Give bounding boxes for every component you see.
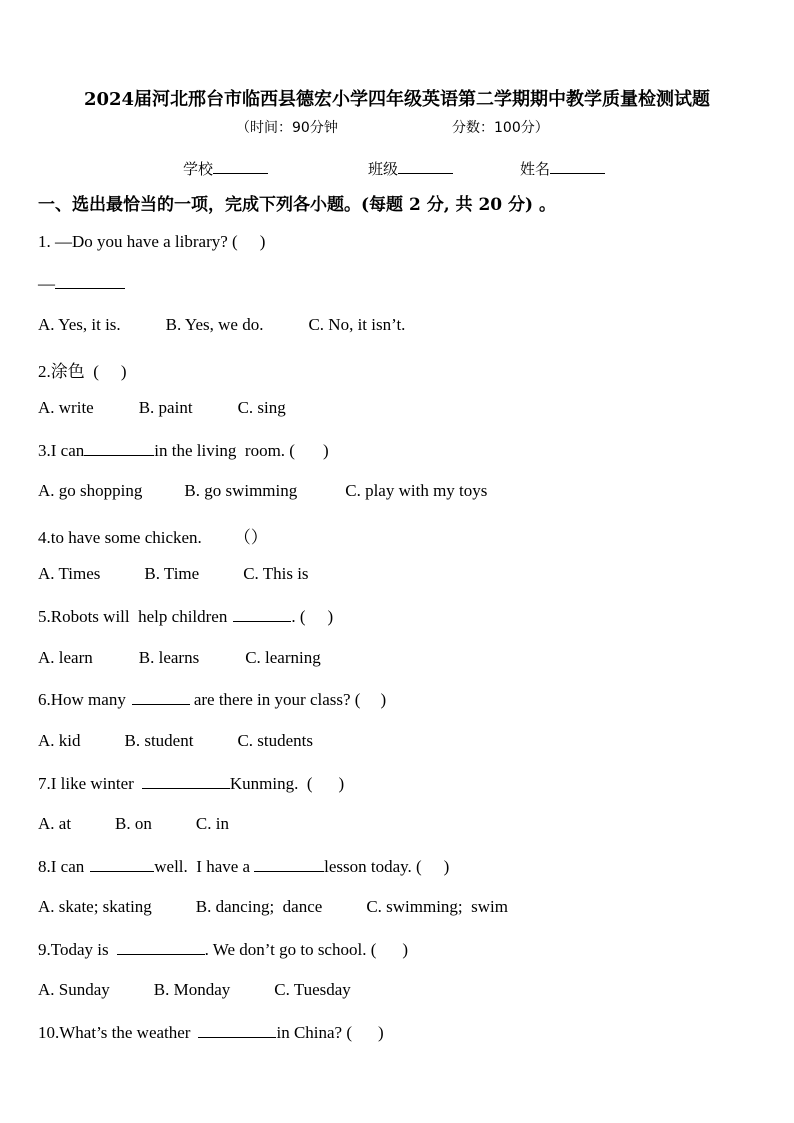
question-5-stem-end: . (: [291, 607, 306, 626]
question-3-stem: 3.I can: [38, 441, 85, 460]
question-2-close: ): [120, 362, 127, 381]
question-3-stem-end: in the living room. (: [154, 441, 295, 460]
question-9-close: ): [402, 940, 409, 959]
option-b[interactable]: B. dancing; dance: [195, 897, 323, 916]
class-label: 班级: [368, 160, 399, 178]
option-c[interactable]: C. This is: [243, 564, 309, 583]
class-blank[interactable]: [398, 159, 453, 174]
answer-blank[interactable]: [55, 273, 125, 289]
option-c[interactable]: C. play with my toys: [345, 481, 488, 500]
option-b[interactable]: B. Monday: [153, 980, 231, 999]
question-6-options: [38, 731, 313, 751]
question-10: [38, 1022, 384, 1043]
question-1-close: ): [259, 232, 266, 251]
option-a[interactable]: A. skate; skating: [38, 897, 152, 916]
question-5-close: ): [327, 607, 334, 626]
answer-blank[interactable]: [117, 939, 205, 955]
option-c[interactable]: C. swimming; swim: [366, 897, 508, 916]
question-1-answer-line: [38, 273, 125, 294]
question-7-stem: 7.I like winter: [38, 774, 134, 793]
question-1: [38, 232, 265, 252]
option-a[interactable]: A. learn: [38, 648, 93, 667]
name-field: [520, 158, 605, 179]
question-2-options: [38, 398, 286, 418]
question-8-stem: 8.I can: [38, 857, 85, 876]
question-8-stem-end: lesson today. (: [324, 857, 422, 876]
name-blank[interactable]: [550, 159, 605, 174]
question-1-options: [38, 315, 405, 335]
question-7-close: ): [338, 774, 345, 793]
school-blank[interactable]: [213, 159, 268, 174]
question-5: [38, 606, 333, 627]
option-b[interactable]: B. Time: [144, 564, 200, 583]
option-b[interactable]: B. paint: [138, 398, 193, 417]
question-9-options: [38, 980, 351, 1000]
question-7: [38, 773, 344, 794]
question-8-options: [38, 897, 508, 917]
question-10-stem-end: in China? (: [276, 1023, 353, 1042]
question-9-stem-end: . We don’t go to school. (: [204, 940, 377, 959]
question-6-stem: 6.How many: [38, 690, 126, 709]
answer-blank[interactable]: [198, 1022, 276, 1038]
answer-blank-2[interactable]: [254, 856, 324, 872]
answer-blank-1[interactable]: [90, 856, 154, 872]
class-field: [368, 158, 453, 179]
question-10-close: ): [378, 1023, 384, 1042]
question-5-stem: 5.Robots will help children: [38, 607, 228, 626]
option-c[interactable]: C. in: [195, 814, 229, 833]
option-a[interactable]: A. kid: [38, 731, 81, 750]
option-b[interactable]: B. on: [115, 814, 152, 833]
option-a[interactable]: A. Yes, it is.: [38, 315, 121, 334]
option-c[interactable]: C. Tuesday: [274, 980, 351, 999]
question-4-options: [38, 564, 309, 584]
question-1-stem: 1. —Do you have a library? (: [38, 232, 238, 251]
question-3: [38, 440, 329, 461]
question-4: [38, 523, 268, 548]
dialog-dash: —: [38, 274, 55, 293]
exam-time: （时间：90分钟: [236, 120, 338, 136]
option-a[interactable]: A. write: [38, 398, 94, 417]
question-6-stem-end: are there in your class? (: [193, 690, 361, 709]
question-8-stem-mid: well. I have a: [154, 857, 251, 876]
question-10-stem: 10.What’s the weather: [38, 1023, 191, 1042]
question-9: [38, 939, 408, 960]
school-label: 学校: [183, 160, 214, 178]
option-b[interactable]: B. Yes, we do.: [165, 315, 264, 334]
question-6-close: ): [380, 690, 387, 709]
name-label: 姓名: [520, 160, 551, 178]
question-5-options: [38, 648, 321, 668]
option-c[interactable]: C. No, it isn’t.: [308, 315, 406, 334]
option-c[interactable]: C. sing: [237, 398, 286, 417]
question-2-stem: 2.涂色 (: [38, 362, 99, 381]
question-8: [38, 856, 449, 877]
answer-blank[interactable]: [132, 689, 190, 705]
question-4-stem: 4.to have some chicken.: [38, 528, 202, 547]
option-a[interactable]: A. go shopping: [38, 481, 143, 500]
answer-blank[interactable]: [84, 440, 154, 456]
question-8-close: ): [443, 857, 450, 876]
option-a[interactable]: A. Sunday: [38, 980, 110, 999]
option-c[interactable]: C. students: [237, 731, 314, 750]
option-a[interactable]: A. Times: [38, 564, 101, 583]
school-field: [183, 158, 268, 179]
question-3-options: [38, 481, 487, 501]
question-7-stem-end: Kunming. (: [229, 774, 313, 793]
option-b[interactable]: B. student: [124, 731, 194, 750]
option-b[interactable]: B. learns: [138, 648, 200, 667]
question-9-stem: 9.Today is: [38, 940, 109, 959]
option-c[interactable]: C. learning: [245, 648, 321, 667]
question-7-options: [38, 814, 229, 834]
option-b[interactable]: B. go swimming: [184, 481, 298, 500]
question-6: [38, 689, 386, 710]
question-2: [38, 357, 127, 382]
exam-score: 分数：100分）: [452, 120, 549, 136]
question-4-close: （）: [233, 528, 268, 547]
section-heading: 一、选出最恰当的一项，完成下列各小题。(每题 2 分, 共 20 分) 。: [38, 195, 557, 215]
question-3-close: ): [322, 441, 329, 460]
answer-blank[interactable]: [233, 606, 291, 622]
exam-title: 2024届河北邢台市临西县德宏小学四年级英语第二学期期中教学质量检测试题: [83, 89, 711, 110]
option-a[interactable]: A. at: [38, 814, 72, 833]
answer-blank[interactable]: [142, 773, 230, 789]
